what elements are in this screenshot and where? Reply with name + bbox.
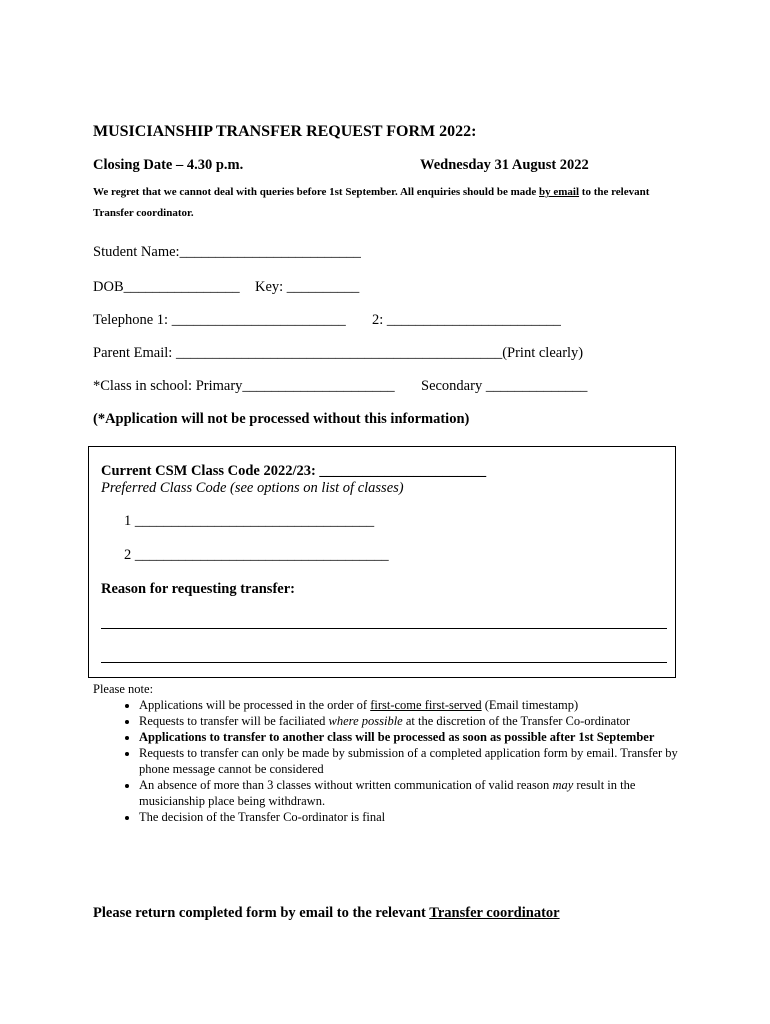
notes-list <box>93 697 683 825</box>
notes-section <box>93 681 683 825</box>
info-required-note: (*Application will not be processed without this information) <box>93 411 470 427</box>
form-title: MUSICIANSHIP TRANSFER REQUEST FORM 2022: <box>93 123 477 140</box>
reason-label: Reason for requesting transfer: <box>101 581 295 597</box>
list-item: • Applications to transfer to another class will be processed as soon as possible after 1st September <box>139 729 683 745</box>
dob-field[interactable]: DOB________________ <box>93 279 240 295</box>
list-item: • The decision of the Transfer Co-ordinator is final <box>139 809 683 825</box>
transfer-coordinator-link[interactable]: Transfer coordinator <box>429 905 560 921</box>
list-item: • Requests to transfer can only be made by submission of a completed application form by email. Transfer by phone message cannot be considered <box>139 745 683 777</box>
may-text: may <box>552 778 574 792</box>
parent-email-field[interactable]: Parent Email: _____________________________________________(Print clearly) <box>93 345 584 361</box>
list-item: • An absence of more than 3 classes without written communication of valid reason may result in the musicianship place being withdrawn. <box>139 777 683 809</box>
preferred-option-2[interactable]: 2 ___________________________________ <box>124 547 389 563</box>
return-instruction: Please return completed form by email to the relevant Transfer coordinator <box>93 905 560 921</box>
reason-line-1[interactable] <box>101 628 667 629</box>
student-name-field[interactable]: Student Name:_________________________ <box>93 244 361 260</box>
key-field[interactable]: Key: __________ <box>255 279 360 295</box>
current-class-code-field[interactable]: Current CSM Class Code 2022/23: _______________________ <box>101 463 487 479</box>
telephone1-field[interactable]: Telephone 1: ________________________ <box>93 312 346 328</box>
enquiry-notice: We regret that we cannot deal with queries before 1st September. All enquiries should be made by email to the relevant Transfer coordinator. <box>93 186 650 219</box>
closing-time: Closing Date – 4.30 p.m. <box>93 157 244 173</box>
reason-line-2[interactable] <box>101 662 667 663</box>
first-come-text: first-come first-served <box>370 698 482 712</box>
closing-date: Wednesday 31 August 2022 <box>420 157 589 173</box>
where-possible-text: where possible <box>328 714 403 728</box>
class-primary-field[interactable]: *Class in school: Primary_____________________ <box>93 378 395 394</box>
telephone2-field[interactable]: 2: ________________________ <box>372 312 561 328</box>
email-link[interactable]: by email <box>539 186 580 198</box>
notes-heading: Please note: <box>93 682 154 696</box>
class-secondary-field[interactable]: Secondary ______________ <box>421 378 588 394</box>
list-item: • Requests to transfer will be faciliated where possible at the discretion of the Transfer Co-ordinator <box>139 713 683 729</box>
list-item: • Applications will be processed in the order of first-come first-served (Email timestamp) <box>139 697 683 713</box>
preferred-class-label: Preferred Class Code (see options on list of classes) <box>101 480 404 496</box>
preferred-option-1[interactable]: 1 _________________________________ <box>124 513 375 529</box>
